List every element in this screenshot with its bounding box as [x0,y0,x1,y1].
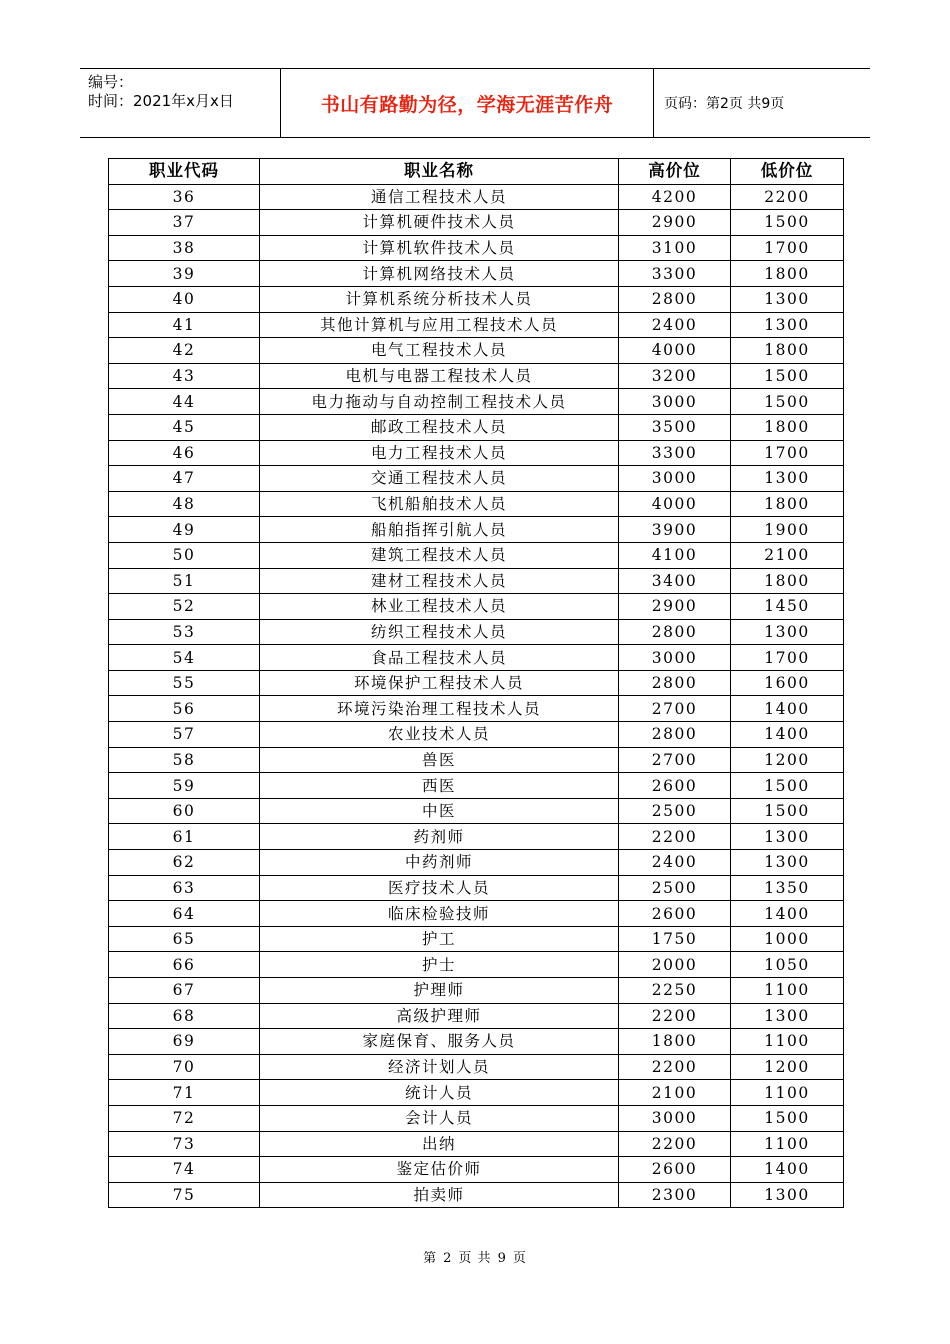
occupation-name-cell: 药剂师 [260,824,619,850]
occupation-code-cell: 62 [109,850,260,876]
occupation-name-cell: 电力拖动与自动控制工程技术人员 [260,389,619,415]
table-body [109,184,844,1208]
high-price-cell: 2100 [619,1080,731,1106]
low-price-cell: 1300 [731,312,844,338]
footer-middle: 页 共 [458,1251,492,1266]
occupation-name-cell: 建材工程技术人员 [260,568,619,594]
high-price-cell: 2500 [619,875,731,901]
occupation-code-cell: 71 [109,1080,260,1106]
occupation-name-cell: 林业工程技术人员 [260,594,619,620]
page-header [80,68,870,138]
table-row [109,1003,844,1029]
occupation-code-cell: 44 [109,389,260,415]
occupation-name-cell: 邮政工程技术人员 [260,414,619,440]
occupation-code-cell: 48 [109,491,260,517]
high-price-cell: 4200 [619,184,731,210]
low-price-cell: 1400 [731,696,844,722]
header-motto: 书山有路勤为径，学海无涯苦作舟 [320,93,614,116]
high-price-cell: 2200 [619,1003,731,1029]
occupation-code-cell: 41 [109,312,260,338]
occupation-name-cell: 电气工程技术人员 [260,338,619,364]
occupation-name-cell: 西医 [260,773,619,799]
table-row [109,1080,844,1106]
occupation-code-cell: 50 [109,542,260,568]
low-price-cell: 1800 [731,568,844,594]
occupation-code-cell: 54 [109,645,260,671]
high-price-cell: 3300 [619,440,731,466]
table-row [109,619,844,645]
table-row [109,696,844,722]
occupation-code-cell: 53 [109,619,260,645]
table-row [109,1029,844,1055]
column-header-high-price: 高价位 [619,159,731,185]
table-row [109,824,844,850]
low-price-cell: 2200 [731,184,844,210]
table-row [109,568,844,594]
footer-page-number: 2 [443,1251,453,1266]
occupation-code-cell: 74 [109,1157,260,1183]
low-price-cell: 1300 [731,466,844,492]
table-row [109,645,844,671]
high-price-cell: 2800 [619,670,731,696]
occupation-code-cell: 55 [109,670,260,696]
low-price-cell: 1000 [731,926,844,952]
table-header-row [109,159,844,185]
occupation-name-cell: 环境保护工程技术人员 [260,670,619,696]
occupation-code-cell: 47 [109,466,260,492]
low-price-cell: 1300 [731,850,844,876]
table-row [109,466,844,492]
high-price-cell: 2700 [619,696,731,722]
table-row [109,670,844,696]
table-row [109,875,844,901]
table-row [109,1157,844,1183]
table-row [109,338,844,364]
high-price-cell: 3000 [619,1105,731,1131]
occupation-name-cell: 临床检验技师 [260,901,619,927]
occupation-name-cell: 农业技术人员 [260,722,619,748]
occupation-name-cell: 计算机软件技术人员 [260,235,619,261]
header-meta-cell [80,69,281,137]
header-page-info: 页码：第2页 共9页 [664,96,785,112]
low-price-cell: 1300 [731,619,844,645]
occupation-code-cell: 51 [109,568,260,594]
occupation-name-cell: 统计人员 [260,1080,619,1106]
occupation-price-table [108,158,844,1208]
document-date-label: 时间：2021年x月x日 [88,92,234,110]
occupation-name-cell: 出纳 [260,1131,619,1157]
high-price-cell: 4100 [619,542,731,568]
table-row [109,850,844,876]
high-price-cell: 2000 [619,952,731,978]
occupation-name-cell: 护工 [260,926,619,952]
column-header-name: 职业名称 [260,159,619,185]
occupation-name-cell: 经济计划人员 [260,1054,619,1080]
table-row [109,414,844,440]
header-motto-cell [281,69,654,137]
occupation-name-cell: 中医 [260,798,619,824]
occupation-code-cell: 73 [109,1131,260,1157]
occupation-code-cell: 59 [109,773,260,799]
occupation-code-cell: 57 [109,722,260,748]
low-price-cell: 1500 [731,1105,844,1131]
occupation-code-cell: 49 [109,517,260,543]
high-price-cell: 4000 [619,338,731,364]
occupation-code-cell: 75 [109,1182,260,1208]
high-price-cell: 2700 [619,747,731,773]
table-row [109,1105,844,1131]
low-price-cell: 1500 [731,363,844,389]
occupation-code-cell: 39 [109,261,260,287]
low-price-cell: 1300 [731,1182,844,1208]
low-price-cell: 1500 [731,210,844,236]
table-row [109,773,844,799]
occupation-code-cell: 37 [109,210,260,236]
low-price-cell: 1500 [731,389,844,415]
occupation-name-cell: 通信工程技术人员 [260,184,619,210]
occupation-name-cell: 中药剂师 [260,850,619,876]
low-price-cell: 1200 [731,1054,844,1080]
high-price-cell: 3500 [619,414,731,440]
occupation-code-cell: 66 [109,952,260,978]
occupation-name-cell: 食品工程技术人员 [260,645,619,671]
table-row [109,261,844,287]
low-price-cell: 1800 [731,338,844,364]
high-price-cell: 1800 [619,1029,731,1055]
high-price-cell: 2300 [619,1182,731,1208]
column-header-code: 职业代码 [109,159,260,185]
table-row [109,491,844,517]
low-price-cell: 1600 [731,670,844,696]
low-price-cell: 1800 [731,491,844,517]
occupation-name-cell: 纺织工程技术人员 [260,619,619,645]
occupation-code-cell: 63 [109,875,260,901]
high-price-cell: 2600 [619,1157,731,1183]
table-row [109,594,844,620]
high-price-cell: 1750 [619,926,731,952]
table-row [109,210,844,236]
low-price-cell: 1400 [731,901,844,927]
low-price-cell: 1800 [731,414,844,440]
occupation-code-cell: 38 [109,235,260,261]
occupation-code-cell: 36 [109,184,260,210]
high-price-cell: 3000 [619,389,731,415]
occupation-name-cell: 船舶指挥引航人员 [260,517,619,543]
high-price-cell: 3300 [619,261,731,287]
table-row [109,1131,844,1157]
occupation-code-cell: 64 [109,901,260,927]
low-price-cell: 2100 [731,542,844,568]
high-price-cell: 2600 [619,773,731,799]
header-page-cell [654,69,870,137]
occupation-name-cell: 计算机系统分析技术人员 [260,286,619,312]
column-header-low-price: 低价位 [731,159,844,185]
table-row [109,363,844,389]
occupation-code-cell: 69 [109,1029,260,1055]
table-row [109,952,844,978]
occupation-name-cell: 护士 [260,952,619,978]
table-row [109,901,844,927]
high-price-cell: 2900 [619,594,731,620]
table-row [109,389,844,415]
occupation-name-cell: 电力工程技术人员 [260,440,619,466]
high-price-cell: 2400 [619,312,731,338]
low-price-cell: 1900 [731,517,844,543]
table-row [109,798,844,824]
table-row [109,1054,844,1080]
high-price-cell: 2250 [619,978,731,1004]
low-price-cell: 1700 [731,440,844,466]
occupation-code-cell: 61 [109,824,260,850]
table-row [109,978,844,1004]
table-row [109,542,844,568]
low-price-cell: 1300 [731,1003,844,1029]
high-price-cell: 3900 [619,517,731,543]
occupation-name-cell: 环境污染治理工程技术人员 [260,696,619,722]
occupation-code-cell: 68 [109,1003,260,1029]
high-price-cell: 2200 [619,824,731,850]
occupation-code-cell: 60 [109,798,260,824]
document-number-label: 编号： [88,73,134,91]
table-row [109,517,844,543]
low-price-cell: 1300 [731,286,844,312]
occupation-code-cell: 70 [109,1054,260,1080]
table-row [109,440,844,466]
footer-suffix: 页 [512,1251,527,1266]
low-price-cell: 1700 [731,235,844,261]
occupation-name-cell: 飞机船舶技术人员 [260,491,619,517]
footer-total-pages: 9 [497,1251,507,1266]
high-price-cell: 2400 [619,850,731,876]
table-row [109,312,844,338]
high-price-cell: 2200 [619,1131,731,1157]
occupation-name-cell: 电机与电器工程技术人员 [260,363,619,389]
page-footer [0,1247,950,1266]
occupation-code-cell: 67 [109,978,260,1004]
occupation-name-cell: 计算机硬件技术人员 [260,210,619,236]
table-row [109,286,844,312]
low-price-cell: 1300 [731,824,844,850]
occupation-name-cell: 家庭保育、服务人员 [260,1029,619,1055]
occupation-name-cell: 计算机网络技术人员 [260,261,619,287]
table-row [109,747,844,773]
high-price-cell: 2600 [619,901,731,927]
table-row [109,722,844,748]
occupation-name-cell: 拍卖师 [260,1182,619,1208]
occupation-code-cell: 52 [109,594,260,620]
occupation-name-cell: 鉴定估价师 [260,1157,619,1183]
high-price-cell: 2500 [619,798,731,824]
occupation-code-cell: 58 [109,747,260,773]
occupation-name-cell: 其他计算机与应用工程技术人员 [260,312,619,338]
low-price-cell: 1100 [731,978,844,1004]
low-price-cell: 1200 [731,747,844,773]
high-price-cell: 3000 [619,466,731,492]
occupation-code-cell: 72 [109,1105,260,1131]
high-price-cell: 2900 [619,210,731,236]
high-price-cell: 4000 [619,491,731,517]
occupation-code-cell: 65 [109,926,260,952]
low-price-cell: 1800 [731,261,844,287]
low-price-cell: 1350 [731,875,844,901]
low-price-cell: 1400 [731,1157,844,1183]
occupation-name-cell: 兽医 [260,747,619,773]
low-price-cell: 1500 [731,798,844,824]
occupation-name-cell: 护理师 [260,978,619,1004]
low-price-cell: 1100 [731,1131,844,1157]
occupation-name-cell: 高级护理师 [260,1003,619,1029]
table-row [109,926,844,952]
high-price-cell: 2800 [619,722,731,748]
high-price-cell: 3100 [619,235,731,261]
high-price-cell: 2800 [619,286,731,312]
occupation-code-cell: 45 [109,414,260,440]
low-price-cell: 1700 [731,645,844,671]
low-price-cell: 1400 [731,722,844,748]
high-price-cell: 2800 [619,619,731,645]
occupation-code-cell: 46 [109,440,260,466]
occupation-code-cell: 40 [109,286,260,312]
occupation-name-cell: 交通工程技术人员 [260,466,619,492]
low-price-cell: 1100 [731,1080,844,1106]
footer-prefix: 第 [423,1251,438,1266]
high-price-cell: 3400 [619,568,731,594]
high-price-cell: 3200 [619,363,731,389]
occupation-name-cell: 医疗技术人员 [260,875,619,901]
table-row [109,1182,844,1208]
high-price-cell: 3000 [619,645,731,671]
low-price-cell: 1450 [731,594,844,620]
high-price-cell: 2200 [619,1054,731,1080]
low-price-cell: 1050 [731,952,844,978]
table-row [109,235,844,261]
occupation-code-cell: 43 [109,363,260,389]
low-price-cell: 1100 [731,1029,844,1055]
occupation-name-cell: 会计人员 [260,1105,619,1131]
occupation-name-cell: 建筑工程技术人员 [260,542,619,568]
low-price-cell: 1500 [731,773,844,799]
table-row [109,184,844,210]
occupation-code-cell: 56 [109,696,260,722]
occupation-code-cell: 42 [109,338,260,364]
